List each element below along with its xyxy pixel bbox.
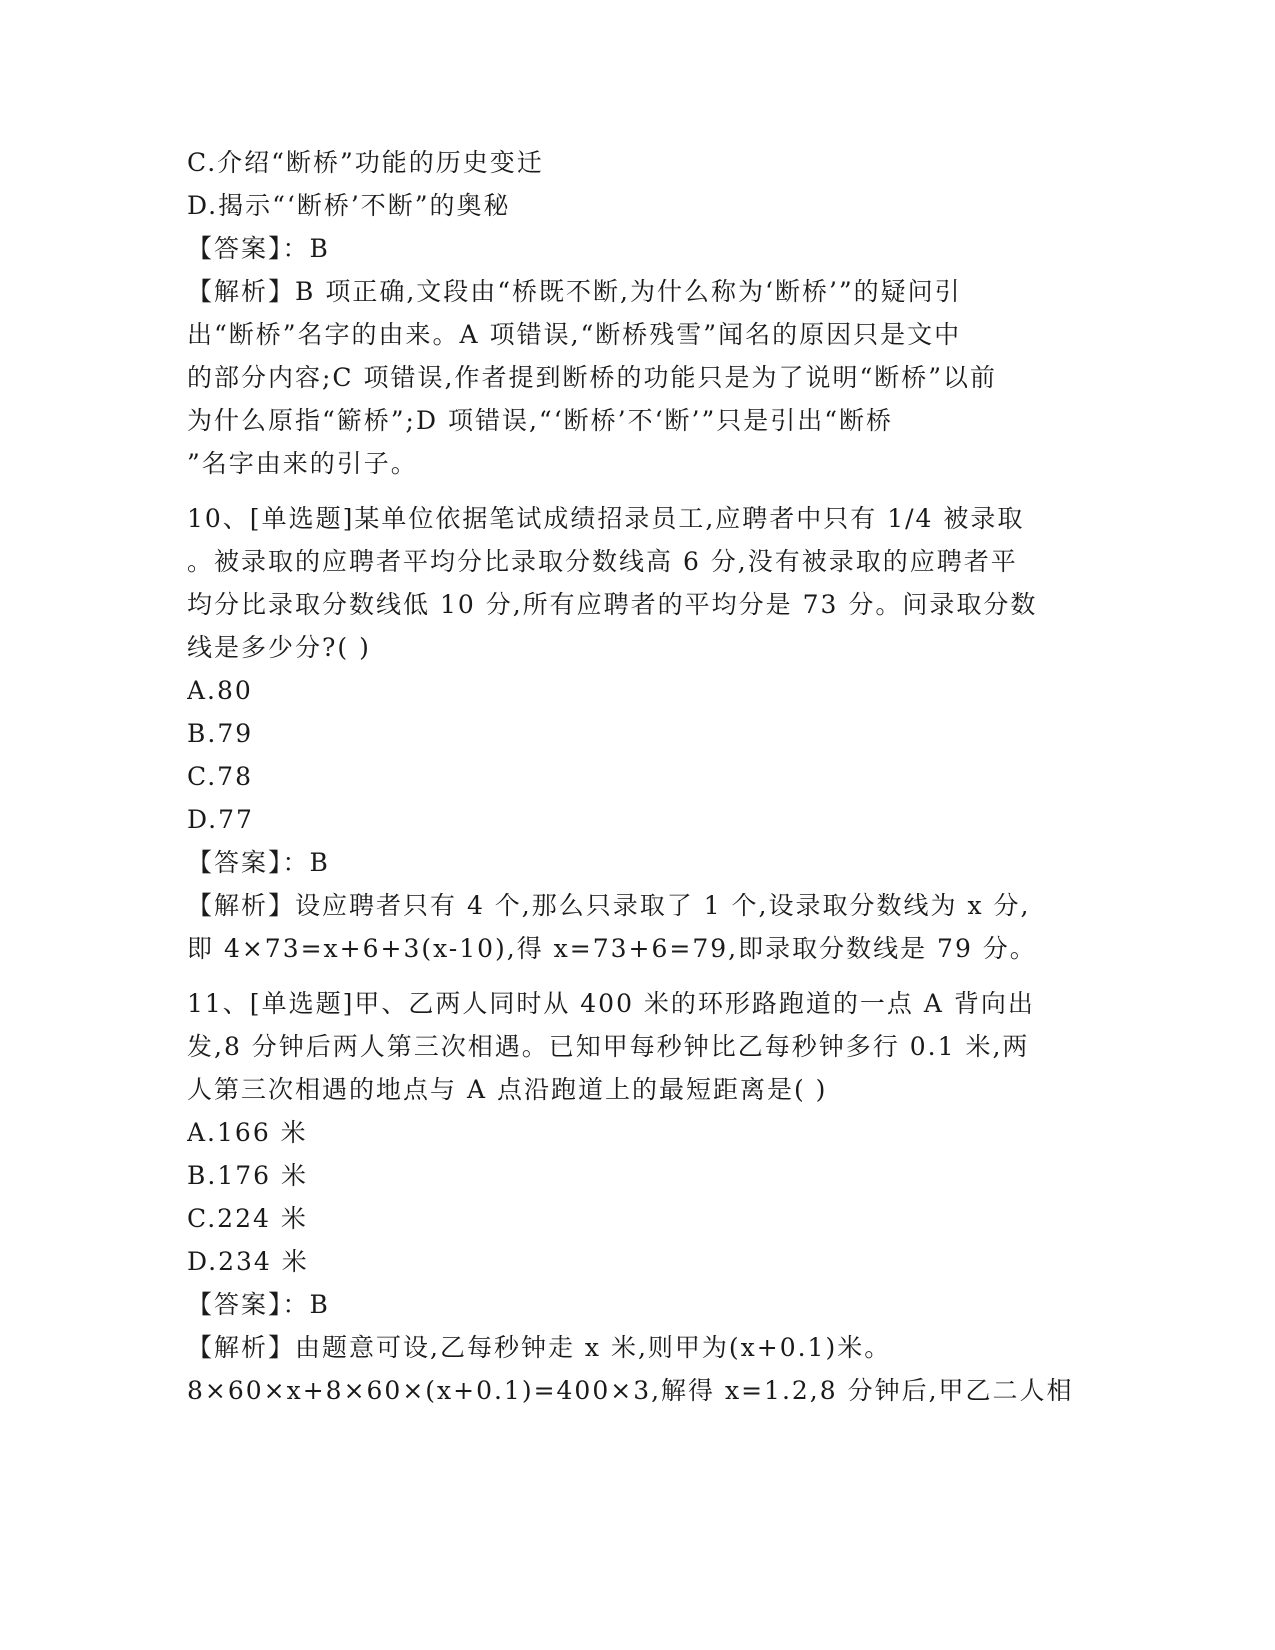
- q9-analysis-line: 为什么原指“簖桥”;D 项错误,“‘断桥’不‘断’”只是引出“断桥: [187, 406, 894, 435]
- question-10-section: [187, 497, 1087, 970]
- q11-option-b: B.176 米: [187, 1161, 308, 1190]
- q10-option-b: B.79: [187, 719, 254, 748]
- q11-question-line: 人第三次相遇的地点与 A 点沿跑道上的最短距离是( ): [187, 1075, 828, 1104]
- q9-answer: 【答案】：B: [187, 234, 330, 263]
- section-gap: [187, 485, 1087, 497]
- q11-analysis-line: 【解析】由题意可设,乙每秒钟走 x 米,则甲为(x+0.1)米。: [187, 1333, 892, 1362]
- q9-analysis-line: ”名字由来的引子。: [187, 449, 418, 478]
- q10-option-a: A.80: [187, 676, 253, 705]
- q9-analysis-line: 出“断桥”名字的由来。A 项错误,“断桥残雪”闻名的原因只是文中: [187, 320, 962, 349]
- q11-analysis-line: 8×60×x+8×60×(x+0.1)=400×3,解得 x=1.2,8 分钟后,甲乙二人相: [187, 1376, 1074, 1405]
- q10-question-line: 线是多少分?( ): [187, 633, 371, 662]
- q10-answer: 【答案】：B: [187, 848, 330, 877]
- q9-option-c: C.介绍“断桥”功能的历史变迁: [187, 148, 544, 177]
- q10-analysis-line: 即 4×73=x+6+3(x-10),得 x=73+6=79,即录取分数线是 79 分。: [187, 934, 1037, 963]
- q10-analysis-line: 【解析】设应聘者只有 4 个,那么只录取了 1 个,设录取分数线为 x 分,: [187, 891, 1031, 920]
- q10-option-d: D.77: [187, 805, 254, 834]
- question-11-section: [187, 982, 1087, 1412]
- q10-option-c: C.78: [187, 762, 253, 791]
- q10-question-line: 10、[单选题]某单位依据笔试成绩招录员工,应聘者中只有 1/4 被录取: [187, 504, 1025, 533]
- q9-analysis-line: 【解析】B 项正确,文段由“桥既不断,为什么称为‘断桥’”的疑问引: [187, 277, 962, 306]
- q11-option-c: C.224 米: [187, 1204, 308, 1233]
- q10-question-line: 均分比录取分数线低 10 分,所有应聘者的平均分是 73 分。问录取分数: [187, 590, 1038, 619]
- section-gap: [187, 970, 1087, 982]
- question-9-section: [187, 141, 1087, 485]
- q11-option-a: A.166 米: [187, 1118, 308, 1147]
- q11-question-line: 发,8 分钟后两人第三次相遇。已知甲每秒钟比乙每秒钟多行 0.1 米,两: [187, 1032, 1030, 1061]
- q11-answer: 【答案】：B: [187, 1290, 330, 1319]
- q11-option-d: D.234 米: [187, 1247, 309, 1276]
- q11-question-line: 11、[单选题]甲、乙两人同时从 400 米的环形路跑道的一点 A 背向出: [187, 989, 1035, 1018]
- q9-analysis-line: 的部分内容;C 项错误,作者提到断桥的功能只是为了说明“断桥”以前: [187, 363, 998, 392]
- q10-question-line: 。被录取的应聘者平均分比录取分数线高 6 分,没有被录取的应聘者平: [187, 547, 1018, 576]
- document-page: [187, 141, 1087, 1412]
- q9-option-d: D.揭示“‘断桥’不断”的奥秘: [187, 191, 511, 220]
